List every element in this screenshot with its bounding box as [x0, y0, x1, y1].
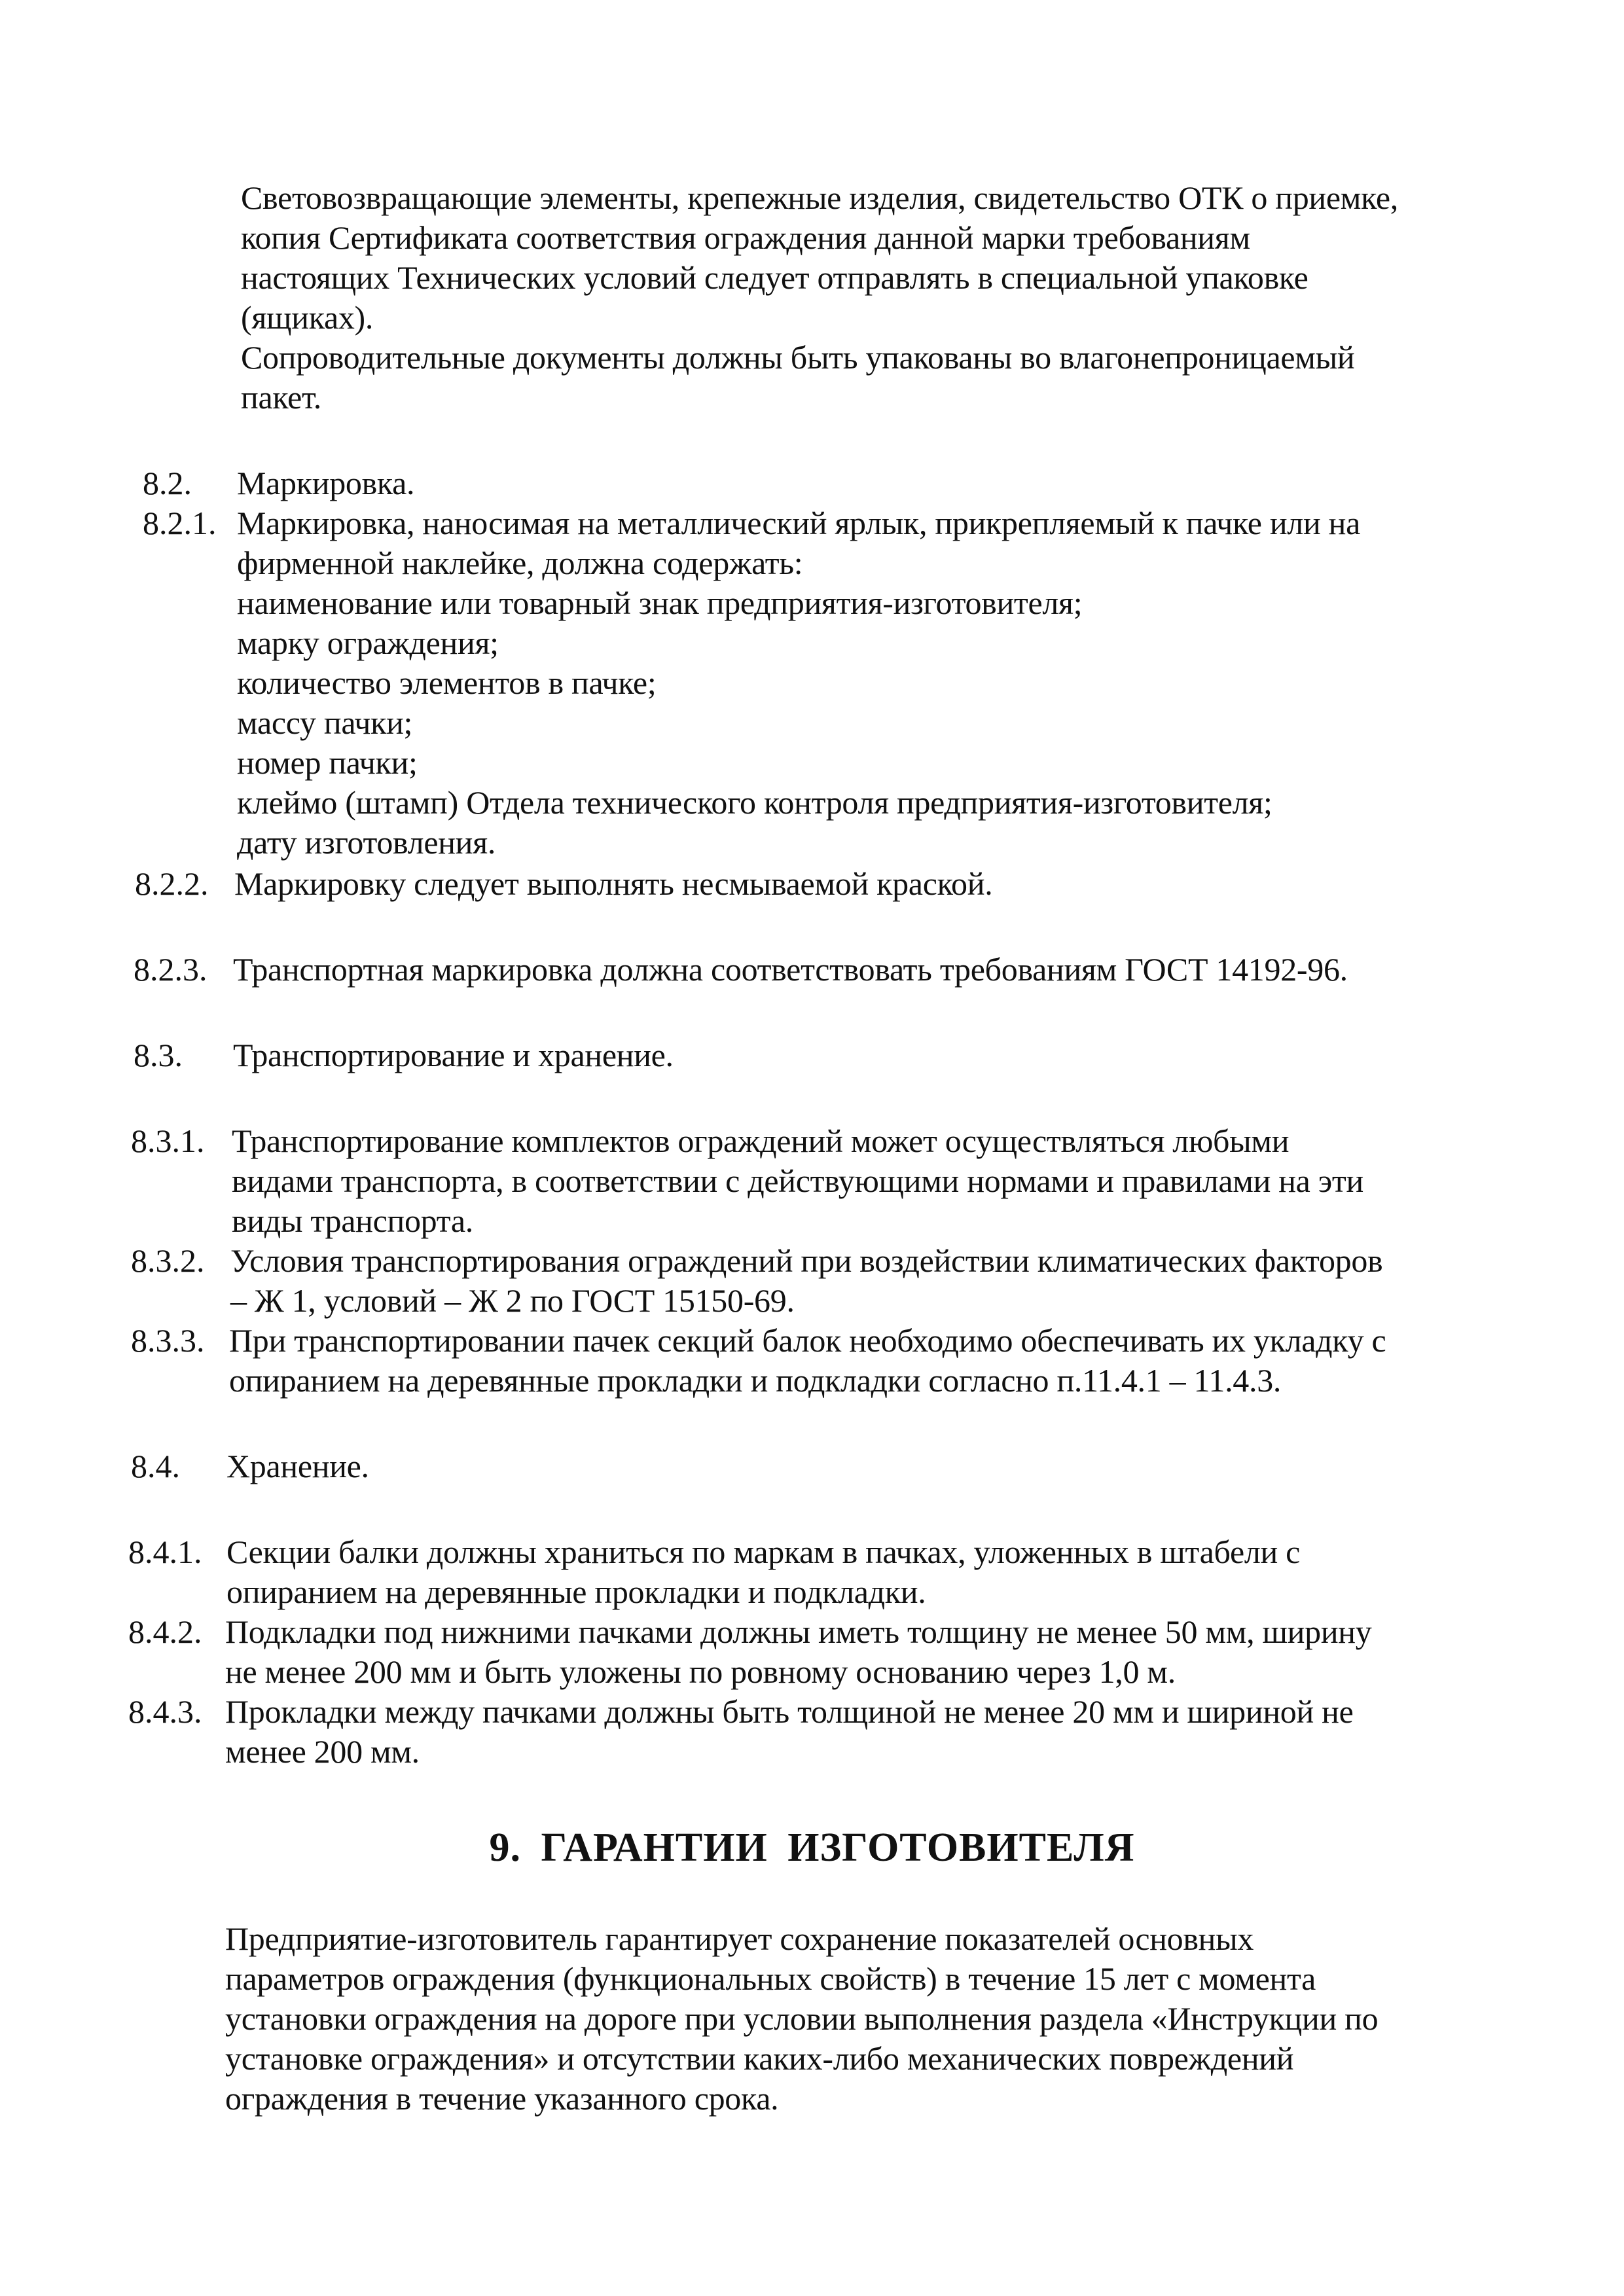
section-number: 8.3.2.	[131, 1242, 205, 1279]
section-number: 8.4.	[131, 1448, 180, 1484]
section-line: Транспортирование комплектов ограждений может осуществляться любыми	[232, 1122, 1290, 1159]
section-line: – Ж 1, условий – Ж 2 по ГОСТ 15150-69.	[230, 1282, 795, 1319]
section-line: Маркировку следует выполнять несмываемой краской.	[234, 865, 993, 902]
intro-line: настоящих Технических условий следует отправлять в специальной упаковке	[241, 259, 1308, 296]
section-line: Маркировка.	[237, 465, 415, 501]
section-line: Секции балки должны храниться по маркам в пачках, уложенных в штабели с	[226, 1534, 1301, 1570]
section-line: Маркировка, наносимая на металлический ярлык, прикрепляемый к пачке или на	[237, 505, 1360, 541]
section-number: 8.4.3.	[128, 1693, 202, 1730]
section-line: наименование или товарный знак предприятия-изготовителя;	[237, 584, 1083, 621]
section-line: номер пачки;	[237, 744, 418, 781]
section-line: опиранием на деревянные прокладки и подкладки.	[226, 1573, 926, 1610]
section-line: Транспортирование и хранение.	[233, 1037, 674, 1073]
intro-line: пакет.	[241, 379, 321, 416]
guarantee-line: установке ограждения» и отсутствии каких-либо механических повреждений	[225, 2040, 1294, 2077]
section-line: массу пачки;	[237, 704, 413, 741]
section-line: не менее 200 мм и быть уложены по ровному основанию через 1,0 м.	[225, 1653, 1176, 1690]
section-number: 8.2.1.	[143, 505, 217, 541]
section-line: виды транспорта.	[232, 1202, 473, 1239]
section-line: Подкладки под нижними пачками должны иметь толщину не менее 50 мм, ширину	[225, 1613, 1372, 1650]
section-9-heading: 9. ГАРАНТИИ ИЗГОТОВИТЕЛЯ	[489, 1825, 1135, 1870]
guarantee-line: установки ограждения на дороге при условии выполнения раздела «Инструкции по	[225, 2000, 1379, 2037]
intro-line: (ящиках).	[241, 299, 374, 336]
section-line: фирменной наклейке, должна содержать:	[237, 545, 803, 581]
section-line: При транспортировании пачек секций балок необходимо обеспечивать их укладку с	[229, 1322, 1386, 1359]
intro-line: Сопроводительные документы должны быть упакованы во влагонепроницаемый	[241, 339, 1355, 376]
section-number: 8.2.3.	[134, 951, 208, 988]
section-number: 8.3.	[134, 1037, 183, 1073]
section-number: 8.3.1.	[131, 1122, 205, 1159]
intro-line: Световозвращающие элементы, крепежные изделия, свидетельство ОТК о приемке,	[241, 179, 1398, 216]
section-line: количество элементов в пачке;	[237, 664, 657, 701]
section-line: опиранием на деревянные прокладки и подкладки согласно п.11.4.1 – 11.4.3.	[229, 1362, 1282, 1399]
section-line: дату изготовления.	[237, 824, 496, 861]
section-number: 8.3.3.	[131, 1322, 205, 1359]
section-number: 8.4.2.	[128, 1613, 202, 1650]
section-number: 8.2.	[143, 465, 192, 501]
guarantee-line: параметров ограждения (функциональных свойств) в течение 15 лет с момента	[225, 1960, 1316, 1997]
section-line: видами транспорта, в соответствии с действующими нормами и правилами на эти	[232, 1162, 1363, 1199]
section-line: Транспортная маркировка должна соответствовать требованиям ГОСТ 14192-96.	[233, 951, 1348, 988]
section-line: менее 200 мм.	[225, 1733, 420, 1770]
section-number: 8.2.2.	[135, 865, 209, 902]
guarantee-line: ограждения в течение указанного срока.	[225, 2080, 779, 2117]
section-line: Прокладки между пачками должны быть толщиной не менее 20 мм и шириной не	[225, 1693, 1354, 1730]
intro-line: копия Сертификата соответствия ограждения данной марки требованиям	[241, 219, 1250, 256]
section-line: клеймо (штамп) Отдела технического контроля предприятия-изготовителя;	[237, 784, 1272, 821]
section-number: 8.4.1.	[128, 1534, 202, 1570]
section-line: Условия транспортирования ограждений при воздействии климатических факторов	[230, 1242, 1383, 1279]
section-line: марку ограждения;	[237, 624, 499, 661]
guarantee-line: Предприятие-изготовитель гарантирует сохранение показателей основных	[225, 1920, 1254, 1957]
section-line: Хранение.	[226, 1448, 369, 1484]
